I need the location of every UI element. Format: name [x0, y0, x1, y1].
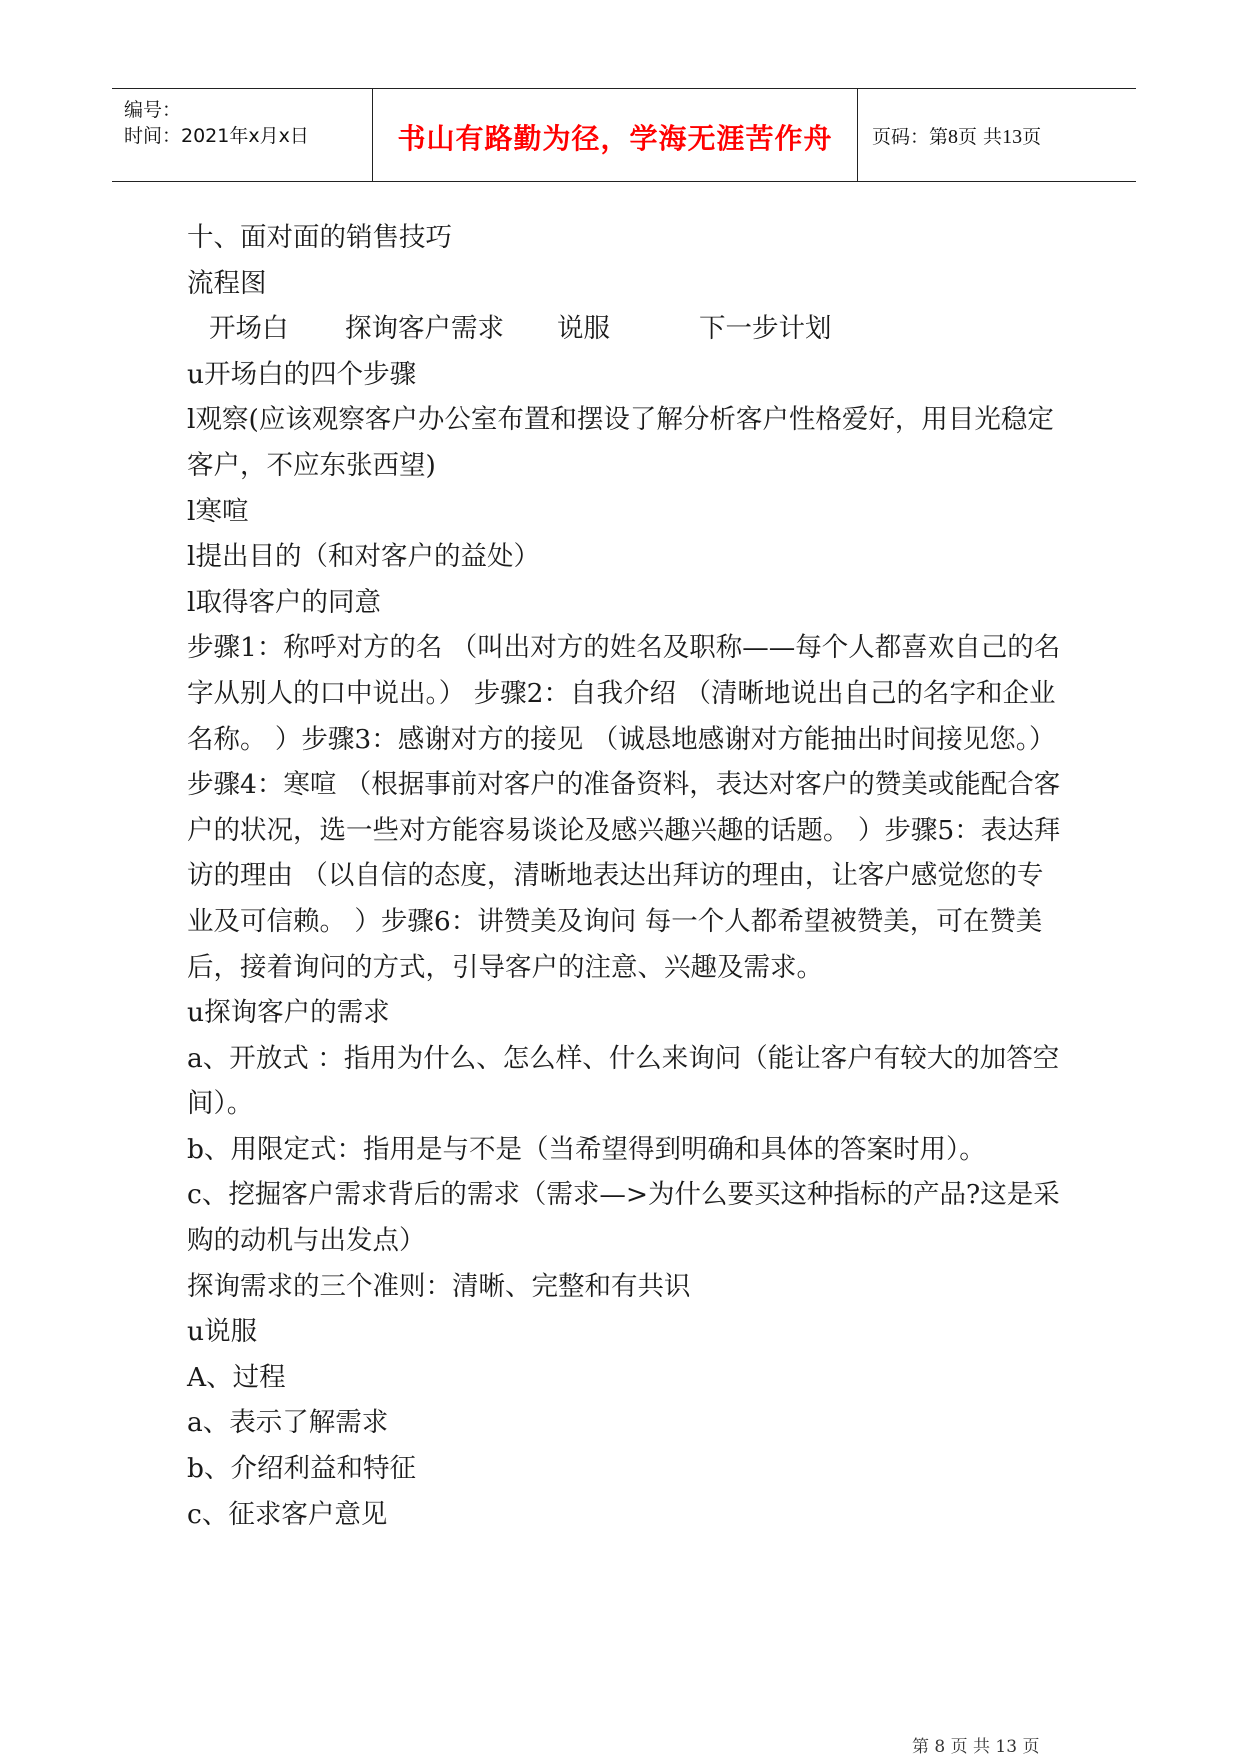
flow-label: 流程图 [187, 267, 267, 299]
opening-item: l提出目的（和对客户的益处） [187, 541, 540, 573]
number-label: 编号： [124, 99, 182, 121]
page-current: 8 [948, 126, 959, 148]
inquiry-rule: 探询需求的三个准则：清晰、完整和有共识 [187, 1270, 691, 1302]
page-footer: 第 8 页 共 13 页 [912, 1737, 1040, 1757]
inquiry-heading: u探询客户的需求 [187, 997, 390, 1029]
header-page-cell [858, 89, 1136, 181]
process-item: a、表示了解需求 [187, 1407, 389, 1439]
header-left-cell [112, 89, 372, 181]
flow-step: 开场白 [209, 313, 289, 345]
persuade-heading: u说服 [187, 1316, 258, 1348]
steps-paragraph: 步骤1：称呼对方的名 （叫出对方的姓名及职称——每个人都喜欢自己的名字从别人的口中说出。） 步骤2：自我介绍 （清晰地说出自己的名字和企业名称。 ）步骤3：感谢对方的接见 （诚恳地感谢对方能抽出时间接见您。） 步骤4：寒喧 （根据事前对客户的准备资料，表达对客户的赞美或能配合客户的状况，选一些对方能容易谈论及感兴趣兴趣的话题。 ）步骤5：表达拜访的理由 （以自信的态度，清晰地表达出拜访的理由，让客户感觉您的专业及可信赖。 ）步骤6：讲赞美及询问 每一个人都希望被赞美，可在赞美后，接着询问的方式，引导客户的注意、兴趣及需求。 [187, 632, 1061, 983]
page-mid: 页 共 [958, 126, 1003, 148]
inquiry-item: c、挖掘客户需求背后的需求（需求—>为什么要买这种指标的产品?这是采购的动机与出发点） [187, 1179, 1060, 1257]
flow-steps [187, 306, 1067, 352]
inquiry-item: b、用限定式：指用是与不是（当希望得到明确和具体的答案时用）。 [187, 1133, 986, 1165]
opening-item: l寒喧 [187, 495, 249, 527]
process-item: c、征求客户意见 [187, 1498, 388, 1530]
process-item: b、介绍利益和特征 [187, 1453, 416, 1485]
flow-step: 说服 [557, 313, 610, 345]
process-heading: A、过程 [187, 1361, 286, 1393]
flow-step: 探询客户需求 [345, 313, 504, 345]
page-indicator [872, 122, 1041, 149]
date-label: 时间：2021年x月x日 [124, 125, 309, 147]
page-header [112, 88, 1136, 182]
motto: 书山有路勤为径，学海无涯苦作舟 [397, 122, 833, 155]
flow-step: 下一步计划 [699, 313, 832, 345]
section-title: 十、面对面的销售技巧 [187, 222, 452, 253]
page-total: 13 [1002, 126, 1023, 148]
header-motto-cell [372, 89, 858, 181]
opening-heading: u开场白的四个步骤 [187, 358, 417, 390]
document-body [187, 215, 1067, 1537]
page-label: 页码：第 [872, 126, 949, 148]
opening-item: l观察(应该观察客户办公室布置和摆设了解分析客户性格爱好，用目光稳定客户，不应东张西望) [187, 404, 1054, 481]
page-end: 页 [1022, 126, 1042, 148]
opening-item: l取得客户的同意 [187, 586, 381, 618]
inquiry-item: a、开放式 ：指用为什么、怎么样、什么来询问（能让客户有较大的加答空间）。 [187, 1042, 1060, 1120]
